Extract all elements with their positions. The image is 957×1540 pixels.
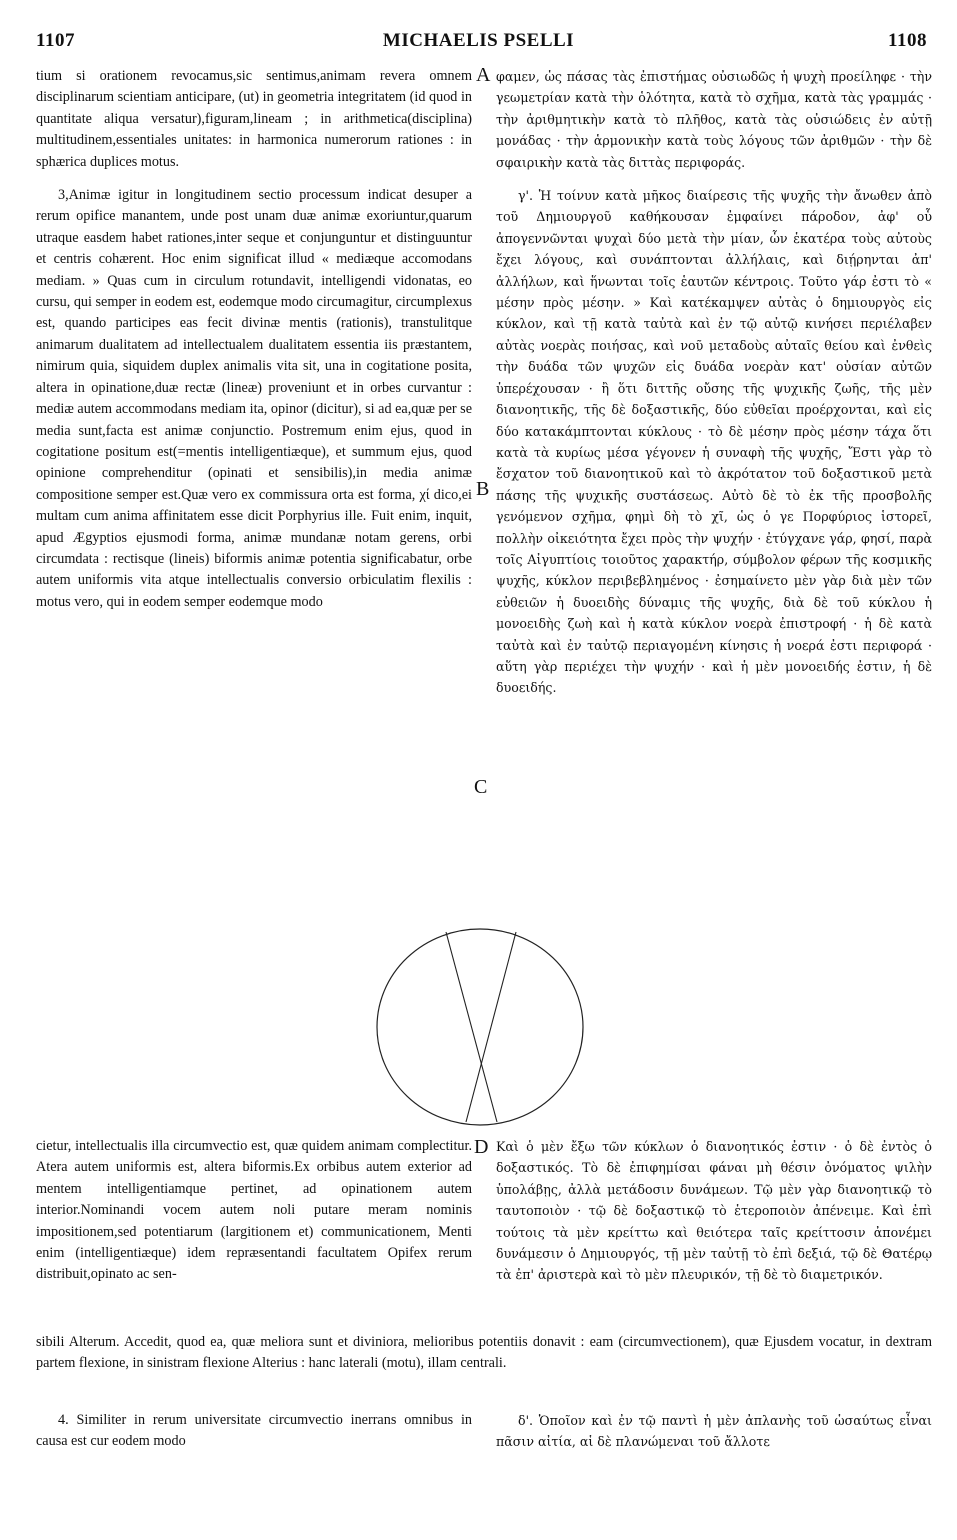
latin-paragraph: 3,Animæ igitur in longitudinem sectio processum indicat desuper a rerum opifice manantem, unde post unam duæ animæ exoriuntur,quarum utraque easdem habet rationes,inter seque et conjunguntur et distinguuntur et centris cohærent. Hoc enim significat illud « mediæque accomodans mediam. » Quas cum in circulum rotundavit, intelligendi vidonatas, eo cursu, qui semper in eodem est, eodemque modo circumagitur, circumplexus est, quando participes eas fecit divinæ mentis (rationis), transtulitque animarum dualitatem ad intellectualem dualitatem essentia iis præstantem, nimirum quia, siquidem duplex animalis vita sit, una in cogitatione posita, altera in opinatione,duæ rectæ (lineæ) proveniunt et in orbes curvantur : mediæ autem accommodans mediam ita, opinor (dicitur), si ad ea,quæ per se media sunt,facta est animæ conjunctio. Postremum enim ejus, quod in cogitatione positum est(=mentis intelligentiæque), et summum ejus, quod opinione comprehenditur (opinati et sensibilis),in media animæ compositione semper est.Quæ vero ex commissura orta est forma, χί dico,ei multam cum anima affinitatem esse dicit Porphyrius ille. Fuit enim, inquit, apud Ægyptios ejusmodi forma, animæ mundanæ notam gerens, orbi circumdata : rectisque (lineis) biformis animæ potentia significabatur, orbe autem uniformis vita atque intellectualis conversio orbiculatim flexilis : motus vero, qui in eodem semper eodemque modo <box>36 187 472 610</box>
greek-paragraph: δ'. Ὁποῖον καὶ ἐν τῷ παντὶ ἡ μὲν ἀπλανὴς τοῦ ὡσαύτως εἶναι πᾶσιν αἰτία, αἱ δὲ πλανώμεναι τοῦ ἄλλοτε <box>496 1413 932 1450</box>
greek-column-top <box>496 66 932 699</box>
latin-paragraph: sibili Alterum. Accedit, quod ea, quæ meliora sunt et diviniora, melioribus potentiis donavit : eam (circumvectionem), quæ Ejusdem vocatur, in dextram partem flexione, in sinistram flexione Alterius : hanc laterali (motu), illam centrali. <box>36 1334 932 1372</box>
latin-column-bottom <box>36 1410 472 1453</box>
latin-full-width <box>36 1332 932 1375</box>
figure-circle <box>377 929 583 1125</box>
greek-column-middle <box>496 1136 932 1286</box>
running-title: MICHAELIS PSELLI <box>382 30 575 51</box>
greek-paragraph: Καὶ ὁ μὲν ἔξω τῶν κύκλων ὁ διανοητικός ἐστιν · ὁ δὲ ἐντὸς ὁ δοξαστικός. Τὸ δὲ ἐπιφημίσαι φάναι μὴ θέσιν ὀνόματος ψιλὴν ὑπολάβῃς, ἀλλὰ μετάδοσιν δυνάμεων. Τῷ μὲν γὰρ διανοητικῷ τὸ ταυτοποιὸν · τῷ δὲ δοξαστικῷ τὸ ἑτεροποιὸν ἀπένειμε. Καὶ ἐπὶ τούτοις τὰ μὲν κρείττω καὶ θειότερα ταῖς κρείττοσιν ἀπονέμει δυνάμεσιν ὁ Δημιουργός, τῇ μὲν ταὐτῇ τὸ ἐπὶ δεξιά, τῷ δὲ Θατέρῳ τὰ ἐπ' ἀριστερὰ καὶ τὸ μὲν πλευρικόν, τῇ δὲ τὸ διαμετρικόν. <box>496 1139 932 1283</box>
greek-paragraph: γ'. Ἡ τοίνυν κατὰ μῆκος διαίρεσις τῆς ψυχῆς τὴν ἄνωθεν ἀπὸ τοῦ Δημιουργοῦ καθήκουσαν ἐμφαίνει πάροδον, ἀφ' οὗ ἀπογεννῶνται ψυχαὶ δύο μετὰ τὴν μίαν, ὧν ἑκατέρα τοὺς αὐτοὺς ἔχει λόγους, καὶ συνάπτονται ἀλλήλαις, καὶ διῄρηνται ἀπ' ἀλλήλων, καὶ ἥνωνται τοῖς ἑαυτῶν κέντροις. Τοῦτο γάρ ἐστι τὸ « μέσην πρὸς μέσην. » Καὶ κατέκαμψεν αὐτὰς ὁ δημιουργὸς εἰς κύκλον, καὶ τῇ κατὰ ταὐτὰ καὶ ἐν τῷ αὐτῷ κινήσει περιέλαβεν αὐτὰς νοερὰς ποιήσας, καὶ νοῦ μεταδοὺς αὐταῖς θείου καὶ ἐνθεὶς τὴν δυάδα τῶν ψυχῶν εἰς δυάδα νοερὰν κατ' οὐσίαν αὐτῶν ὑπερέχουσαν · ἢ ὅτι διττῆς οὔσης τῆς ψυχικῆς ζωῆς, τῆς μὲν διανοητικῆς, τῆς δὲ δοξαστικῆς, δύο εὐθεῖαι προέρχονται, καὶ εἰς δύο κατακάμπτονται κύκλους · τὸ δὲ μέσην πρὸς μέσην τάχα ὅτι κατὰ τὰ κυρίως μέσα γέγονεν ἡ συναφὴ τῆς ψυχῆς, Ἔστι γὰρ τὸ ἔσχατον τοῦ διανοητικοῦ καὶ τὸ ἀκρότατον τοῦ δοξαστικοῦ μετὰ πάσης τῆς ψυχικῆς συστάσεως. Αὐτὸ δὲ τὸ ἐκ τῆς προσβολῆς γενόμενον σχῆμα, φημὶ δὴ τὸ χῖ, ὡς ὁ γε Πορφύριος ἱστορεῖ, πολλὴν οἰκειότητα ἔχει πρὸς τὴν ψυχήν · ἐτύγχανε γάρ, φησί, παρὰ τοῖς Αἰγυπτίοις τοιοῦτος χαρακτήρ, σύμβολον φέρων τῆς κοσμικῆς ψυχῆς, κύκλον περιβεβλημένος · ἐσημαίνετο μὲν γὰρ διὰ μὲν τῶν εὐθειῶν ἡ δυοειδὴς δύναμις τῆς ψυχῆς, διὰ δὲ τοῦ κύκλου ἡ μονοειδὴς ζωὴ καὶ ἡ κατὰ κύκλον νοερὰ ἐπιστροφή · ἡ δὲ κατὰ ταὐτὰ καὶ ἐν ταὐτῷ περιαγομένη κίνησις ἡ νοερά ἐστι περιφορά · αὕτη γὰρ περιέχει τὴν ψυχήν · καὶ ἡ μὲν μονοειδής ἐστιν, ἡ δὲ δυοειδής. <box>496 188 932 696</box>
figure-line-left <box>446 932 497 1122</box>
page-number-right: 1108 <box>888 30 927 51</box>
latin-paragraph: tium si orationem revocamus,sic sentimus,animam revera omnem disciplinarum scientiam anticipare, (ut) in geometria integritatem (id quod in quantitate aliqua versatur),figuram,lineam ; in arithmetica(disciplina) multitudinem,essentiales unitates: in harmonica numerorum rationes : in sphærica duplices motus. <box>36 68 472 170</box>
latin-column-top <box>36 66 472 613</box>
page-number-left: 1107 <box>36 30 75 51</box>
latin-paragraph: cietur, intellectualis illa circumvectio est, quæ quidem animam complectitur. Atera autem uniformis est, altera biformis.Ex orbibus autem exterior ad mentem intelligentiamque pertinet, ad opinationem autem interior.Nominandi vocem autem noli putare meram nominis impositionem,sed potentiarum (largitionem et) communicationem, Menti enim (intelligentiæque) idem repræsentandi facultatem Opifex rerum distribuit,opinato ac sen- <box>36 1138 472 1283</box>
figure-line-right <box>466 932 516 1122</box>
chi-circle-figure <box>370 922 590 1132</box>
greek-column-bottom <box>496 1410 932 1453</box>
latin-paragraph: 4. Similiter in rerum universitate circumvectio inerrans omnibus in causa est cur eodem modo <box>36 1412 472 1450</box>
latin-column-middle <box>36 1136 472 1286</box>
section-mark-d: D <box>474 1136 489 1158</box>
section-mark-a: A <box>476 64 491 86</box>
section-mark-c: C <box>474 776 488 798</box>
greek-paragraph: φαμεν, ὡς πάσας τὰς ἐπιστήμας οὐσιωδῶς ἡ ψυχὴ προείληφε · τὴν γεωμετρίαν κατὰ τὴν ὁλότητα, κατὰ τὸ σχῆμα, κατὰ τὰς γραμμάς · τὴν ἀριθμητικὴν κατὰ τὸ πλῆθος, κατὰ τὰς οὐσιώδεις ἐν αὐτῇ μονάδας · τὴν ἁρμονικὴν κατὰ τοὺς λόγους τῶν ἀριθμῶν · τὴν δὲ σφαιρικὴν κατὰ τὰς διττὰς περιφοράς. <box>496 69 932 170</box>
section-mark-b: B <box>476 478 490 500</box>
